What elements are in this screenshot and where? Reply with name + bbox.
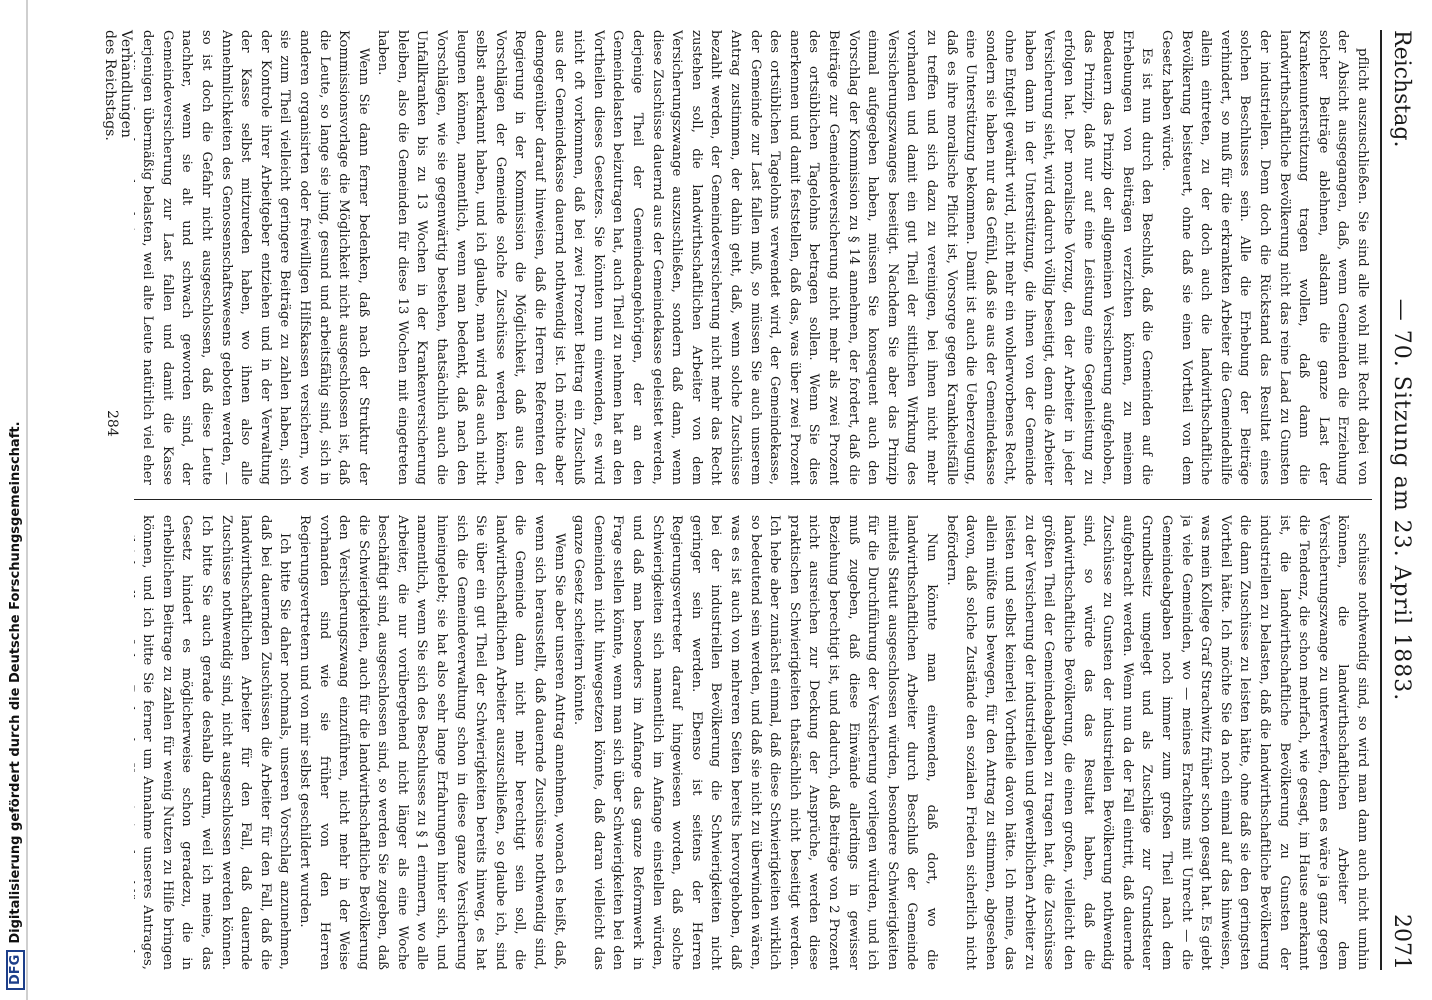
dfg-logo: DFG	[6, 950, 25, 990]
paragraph: Ich bitte Sie daher nochmals, unseren Vorschlag anzunehmen, daß bei dauernden Zuschüssen die Arbeiter für den Fall, daß die landwirthschaftlichen Arbeiter für den Fall, daß dauernde Zuschüsse nothwendig sind, nicht ausgeschlossen werden können. Ich bitte Sie auch gerade deshalb darum, weil ich meine, das Gesetz hindert es möglicherweise schon geradezu, die in erheblichem Beitrage zu zahlen für wenig Nutzen zu Hilfe bringen können, und ich bitte Sie ferner um Annahme unseres Antrages,	[140, 515, 293, 970]
page-fold	[26, 0, 28, 1000]
column-right	[134, 515, 1372, 970]
column-left	[134, 30, 1372, 485]
column-divider	[134, 499, 1372, 500]
footer-credit-text: Digitalisierung gefördert durch die Deutsche Forschungsgemeinschaft.	[8, 421, 23, 944]
paragraph: pflicht auszuschließen. Sie sind alle wohl mit Recht dabei von der Absicht ausgegangen, daß, wenn Gemeinden die Erziehung solcher Beiträge ablehnen, alsdann die ganze Last der Krankenunterstützung tragen wollen, daß dann die landwirthschaftliche Bevölkerung nicht das reine Laad zu Gunsten der industriellen. Denn doch die Rückstand das Resultat eines solchen Beschlusses sein. Alle die Erhebung der Beiträge verhindert, so muß für die erkrankten Arbeiter die Gemeindehilfe allein eintreten, zu der doch auch die landwirthschaftliche Bevölkerung beisteuert, ohne daß sie einen Vortheil von dem Gesetz haben würde.	[1159, 30, 1370, 485]
footer-credit	[6, 421, 25, 990]
digitization-footer	[0, 0, 26, 1000]
signature-title: Verhandlungen des Reichstags.	[102, 30, 134, 141]
paragraph: schüsse nothwendig sind, so wird man dann auch nicht umhin können, die landwirthschaftlichen Arbeiter dem Versicherungszwange zu unterwerfen, denn es wäre ja ganz gegen die Tendenz, die schon mehrfach, wie gesagt, im Hause anerkannt ist, die landwirthschaftliche Bevölkerung zu Gunsten der industriellen zu belasten, daß die landwirthschaftliche Bevölkerung die dann Zuschüsse zu leisten hätte, ohne daß sie den geringsten Vortheil hätte. Ich möchte Sie da noch einmal auf das hinweisen, was mein Kollege Graf Strachwitz früher schon gesagt hat. Es giebt ja viele Gemeinden, wo — meines Erachtens mit Unrecht — die Gemeindeabgaben noch immer zum großen Theil nach dem Grundbesitz umgelegt und als Zuschläge zur Grundsteuer aufgebracht werden. Wenn nun da der Fall eintritt, daß dauernde Zuschüsse zu Gunsten der industriellen Bevölkerung nothwendig sind, so würde das das Resultat haben, daß die landwirthschaftliche Bevölkerung, die einen großen, vielleicht den größten Theil der Gemeindeabgaben zu tragen hat, die Zuschüsse zu der Versicherung der industriellen und gewerblichen Arbeiter zu leisten und selbst keinerlei Vortheile davon hätte. Ich meine, das allein müßte uns bewegen, für den Antrag zu stimmen, abgesehen davon, daß solche Zustände den sozialen Frieden sicherlich nicht befördern.	[943, 515, 1370, 970]
rotated-page-content	[64, 0, 1432, 1000]
header-center: — 70. Sitzung am 23. April 1883.	[1389, 298, 1414, 702]
paragraph: Wenn Sie dann ferner bedenken, daß nach der Struktur der Kommissionsvorlage die Möglichkeit nicht ausgeschlossen ist, daß die Leute, so lange sie jung, gesund und arbeitsfähig sind, sich in anderen organisirten oder freiwilligen Hilfskassen versichern, wo sie zum Theil vielleicht geringere Beiträge zu zahlen haben, sich der Kontrole ihrer Arbeitgeber entziehen und in der Verwaltung der Kasse selbst mitzureden haben, wo ihnen also alle Annehmlichkeiten des Genossenschaftswesens geboten werden, — so ist doch die Gefahr nicht ausgeschlossen, daß diese Leute nachher, wenn sie alt und schwach geworden sind, der Gemeindeversicherung zur Last fallen und damit die Kasse derjenigen übermäßig belasten, weil alte Leute natürlich viel eher	[140, 30, 371, 485]
signature-page-number: 284	[104, 410, 120, 437]
paragraph: Wenn Sie aber unseren Antrag annehmen, wonach es heißt, daß, wenn sich herausstellt, daß dauernde Zuschüsse nothwendig sind, die Gemeinde dann nicht mehr berechtigt sein soll, die landwirthschaftlichen Arbeiter auszuschließen, so glaube ich, sind Sie über ein gut Theil der Schwierigkeiten bereits hinweg, es hat sich die Gemeindeverwaltung schon in diese ganze Versicherung hineingelebt; sie hat also sehr lange Erfahrungen hinter sich, und namentlich, wenn Sie sich des Beschlusses zu § 1 erinnern, wo alle Arbeiter, die nur vorübergehend nicht länger als eine Woche beschäftigt sind, ausgeschlossen sind, so werden Sie zugeben, daß die Schwierigkeiten, auch für die landwirthschaftliche Bevölkerung den Versicherungszwang einzuführen, nicht mehr in der Weise vorhanden sind wie sie früher von den Herren Regierungsvertretern und von mir selbst geschildert wurden.	[296, 515, 567, 970]
header-page-number: 2071	[1389, 914, 1414, 970]
paragraph: Nun könnte man einwenden, daß dort, wo die landwirthschaftlichen Arbeiter durch Beschluß der Gemeinde mittels Statut ausgeschlossen würden, besondere Schwierigkeiten für die Durchführung der Versicherung vorliegen würden, und ich muß zugeben, daß diese Einwände allerdings in gewisser Beziehung berechtigt ist, und dadurch, daß Beiträge von 2 Prozent nicht ausreichen zur Deckung der Ansprüche, werden diese praktischen Schwierigkeiten thatsächlich nicht beseitigt werden. Ich hebe aber zunächst einmal, daß diese Schwierigkeiten wirklich so bedeutend sein werden, und daß sie nicht zu überwinden wären, was es ist auch von mehreren Seiten bereits hervorgehoben, daß bei der industriellen Bevölkerung die Schwierigkeiten nicht geringer sein werden. Ebenso ist seitens der Herren Regierungsvertreter darauf hingewiesen worden, daß solche Schwierigkeiten sich namentlich im Anfange einstellen würden, und daß man besonders im Anfange das ganze Reformwerk in Frage stellen könnte, wenn man sich über Schwierigkeiten bei den Gemeinden nicht hinwegsetzen könnte, daß daran vielleicht das ganze Gesetz scheitern könnte.	[571, 515, 939, 970]
header-left: Reichstag.	[1389, 30, 1414, 148]
signature-block	[102, 30, 134, 437]
paragraph: Es ist nun durch den Beschluß, daß die Gemeinden auf die Erhebungen von Beiträgen verzichten können, zu meinem Bedauern das Prinzip der allgemeinen Versicherung aufgehoben, das Prinzip, daß nur auf eine Leistung eine Gegenleistung zu erfolgen hat. Der moralische Vorzug, den der Arbeiter in jeder Versicherung sieht, wird dadurch völlig beseitigt, denn die Arbeiter haben dann in der Unterstützung, die ihnen von der Gemeinde ohne Entgelt gewährt wird, nicht mehr ein wohlerworbenes Recht, sondern sie haben nur das Gefühl, daß sie aus der Gemeindekasse eine Unterstützung bekommen. Damit ist auch die Ueberzeugung, daß es ihre moralische Pflicht ist, Vorsorge gegen Krankheitsfälle zu treffen und sich dazu zu vereinigen, bei ihnen nicht mehr vorhanden und damit ein gut Theil der sittlichen Wirkung des Versicherungszwanges beseitigt. Nachdem Sie aber das Prinzip einmal aufgegeben haben, müssen Sie konsequent auch den Vorschlag der Kommission zu § 14 annehmen, der fordert, daß die Beiträge zur Gemeindeversicherung nicht mehr als zwei Prozent des ortsüblichen Tagelohns betragen sollen. Wenn Sie dies anerkennen und damit feststellen, daß das, was über zwei Prozent des ortsüblichen Tagelohns verwendet wird, der Gemeindekasse, der Gemeinde zur Last fallen muß, so müssen Sie auch unserem Antrag zustimmen, der dahin geht, daß, wenn solche Zuschüsse bezahlt werden, der Gemeindeversicherung nicht mehr das Recht zustehen soll, die landwirthschaftlichen Arbeiter von dem Versicherungszwange auszuschließen, sondern daß dann, wenn diese Zuschüsse dauernd aus der Gemeindekasse geleistet werden, derjenige Theil der Gemeindeangehörigen, der an den Gemeindelasten beizutragen hat, auch Theil zu nehmen hat an den Vortheilen dieses Gesetzes. Sie könnten nun einwenden, es wird nicht oft vorkommen, daß bei zwei Prozent Beitrag ein Zuschuß aus der Gemeindekasse dauernd nothwendig ist. Ich möchte aber demgegenüber darauf hinweisen, daß die Herren Referenten der Regierung in der Kommission die Möglichkeit, daß aus den Vorschlägen der Gemeinde solche Zuschüsse werden können, selbst anerkannt haben, und ich glaube, man wird das auch nicht leugnen können, namentlich, wenn man bedenkt, daß nach den Vorschlägen, wie sie gegenwärtig bestehen, thatsächlich auch die Unfallkranken bis zu 13 Wochen in der Krankenversicherung bleiben, also die Gemeinden für diese 13 Wochen mit eingetreten haben.	[375, 30, 1155, 485]
page-header	[1380, 30, 1418, 970]
